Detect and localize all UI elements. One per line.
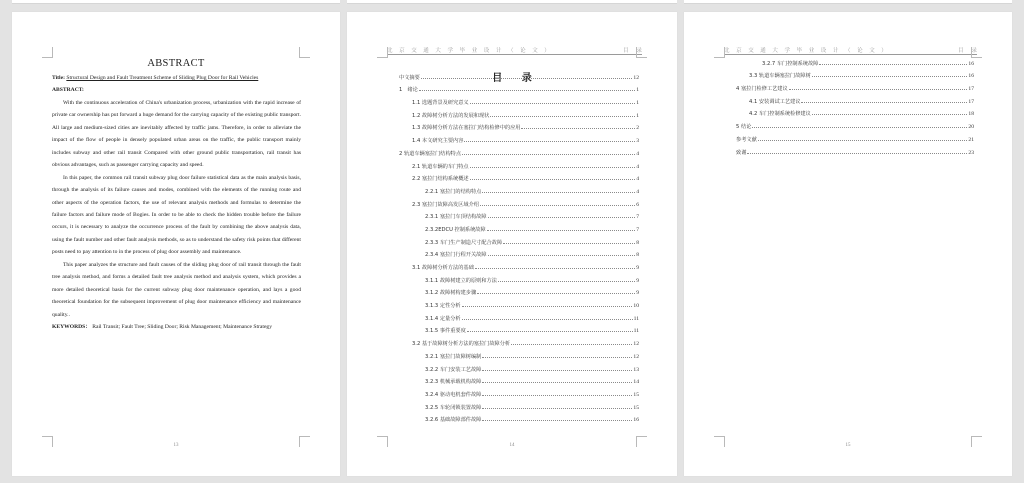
toc-entry-label: 2.3.1 塞拉门车顶结构故障 bbox=[425, 214, 487, 221]
toc-dot-leader bbox=[488, 217, 636, 218]
toc-dot-leader bbox=[482, 370, 632, 371]
page-number: 13 bbox=[173, 443, 179, 448]
page-toc-1[interactable] bbox=[347, 12, 677, 476]
toc-entry[interactable] bbox=[399, 373, 639, 386]
toc-dot-leader bbox=[419, 90, 635, 91]
toc-entry-page: 1 bbox=[636, 112, 639, 119]
toc-entry[interactable] bbox=[399, 106, 639, 119]
toc-entry[interactable] bbox=[736, 54, 974, 67]
toc-dot-leader bbox=[467, 331, 633, 332]
keywords-text: Rail Transit; Fault Tree; Sliding Door; Risk Management; Maintenance Strategy bbox=[92, 324, 273, 331]
thesis-title: Structural Design and Fault Treatment Scheme of Sliding Plug Door for Rail Vehicles bbox=[66, 75, 259, 81]
toc-entry-page: 12 bbox=[633, 74, 639, 81]
toc-entry[interactable] bbox=[399, 182, 639, 195]
toc-entry-label: 2.3.2EDCU 控制系统故障 bbox=[425, 226, 486, 233]
toc-entry-label: 1.2 故障树分析方法的发展和现状 bbox=[412, 112, 490, 119]
toc-dot-leader bbox=[480, 205, 635, 206]
toc-entry-page: 7 bbox=[636, 226, 639, 233]
toc-entry[interactable] bbox=[399, 170, 639, 183]
toc-entry[interactable] bbox=[399, 334, 639, 347]
header-university: 北京交通大学毕业设计（论文） bbox=[387, 48, 557, 54]
toc-dot-leader bbox=[487, 230, 636, 231]
toc-entry-page: 11 bbox=[633, 315, 639, 322]
toc-entry-page: 21 bbox=[968, 136, 974, 143]
toc-dot-leader bbox=[521, 128, 635, 129]
toc-entry[interactable] bbox=[399, 220, 639, 233]
toc-entry-label: 1.1 选题背景及研究意义 bbox=[412, 100, 469, 107]
toc-entry-page: 9 bbox=[636, 290, 639, 297]
toc-entry[interactable] bbox=[399, 258, 639, 271]
toc-dot-leader bbox=[812, 114, 968, 115]
toc-entry[interactable] bbox=[399, 81, 639, 94]
toc-entry-page: 10 bbox=[633, 303, 639, 310]
toc-dot-leader bbox=[421, 78, 633, 79]
toc-entry-page: 16 bbox=[968, 73, 974, 80]
toc-entry-page: 2 bbox=[636, 125, 639, 132]
toc-dot-leader bbox=[477, 293, 635, 294]
toc-dot-leader bbox=[819, 64, 967, 65]
page-number: 14 bbox=[509, 443, 515, 448]
toc-entry-page: 12 bbox=[633, 353, 639, 360]
toc-entry-page: 15 bbox=[633, 391, 639, 398]
toc-dot-leader bbox=[462, 319, 633, 320]
toc-entry-label: 2.2.1 塞拉门的结构特点 bbox=[425, 188, 482, 195]
toc-entry-label: 1 绪论 bbox=[399, 87, 418, 94]
toc-entry-page: 4 bbox=[636, 150, 639, 157]
toc-entry-page: 23 bbox=[968, 149, 974, 156]
toc-entry-label: 致谢 bbox=[736, 149, 747, 156]
margin-corner-mark bbox=[636, 47, 647, 58]
toc-entry[interactable] bbox=[399, 131, 639, 144]
toc-title: 目 录 bbox=[492, 73, 540, 84]
toc-entry-page: 4 bbox=[636, 188, 639, 195]
toc-dot-leader bbox=[812, 76, 968, 77]
toc-entry-label: 5 结论 bbox=[736, 124, 752, 131]
toc-entry-page: 13 bbox=[633, 366, 639, 373]
toc-dot-leader bbox=[482, 357, 632, 358]
toc-entry[interactable] bbox=[399, 119, 639, 132]
previous-page-edge bbox=[12, 0, 340, 4]
toc-dot-leader bbox=[470, 103, 636, 104]
toc-dot-leader bbox=[464, 141, 635, 142]
toc-entry-label: 中文摘要 bbox=[399, 74, 420, 81]
toc-dot-leader bbox=[482, 382, 632, 383]
toc-entry-page: 8 bbox=[636, 252, 639, 259]
toc-entry-label: 3.2.5 车轮闭锁装置故障 bbox=[425, 404, 482, 411]
toc-entry-page: 17 bbox=[968, 98, 974, 105]
toc-entry[interactable] bbox=[736, 67, 974, 80]
previous-page-edge bbox=[347, 0, 677, 4]
toc-entry[interactable] bbox=[736, 79, 974, 92]
toc-entry[interactable] bbox=[399, 271, 639, 284]
toc-entry-label: 3.1.1 故障树建立的原则和方法 bbox=[425, 277, 497, 284]
toc-entry-label: 2 轨道车辆塞拉门结构特点 bbox=[399, 150, 462, 157]
toc-entry[interactable] bbox=[399, 208, 639, 221]
toc-entry-label: 3.3 轨道车辆塞拉门故障树 bbox=[749, 73, 811, 80]
toc-entry-label: 2.1 轨道车辆的车门特点 bbox=[412, 163, 469, 170]
toc-entry-label: 3.2.3 机械承载机构故障 bbox=[425, 379, 482, 386]
toc-entry[interactable] bbox=[399, 246, 639, 259]
page-header bbox=[387, 45, 650, 55]
toc-dot-leader bbox=[470, 167, 636, 168]
toc-dot-leader bbox=[747, 153, 967, 154]
title-line bbox=[52, 72, 301, 84]
toc-entry-page: 12 bbox=[633, 341, 639, 348]
toc-entry-label: 4.2 车门控制系统检修建议 bbox=[749, 111, 811, 118]
keywords-line bbox=[52, 321, 301, 333]
toc-entry-page: 4 bbox=[636, 176, 639, 183]
abstract-section-label: ABSTRACT: bbox=[52, 87, 84, 94]
toc-entry[interactable] bbox=[736, 105, 974, 118]
toc-entry-label: 2.3.4 塞拉门行程开关故障 bbox=[425, 252, 487, 259]
toc-entry-page: 6 bbox=[636, 201, 639, 208]
toc-dot-leader bbox=[488, 255, 636, 256]
margin-corner-mark bbox=[377, 47, 388, 58]
keywords-label: KEYWORDS： bbox=[52, 324, 91, 331]
toc-entry-page: 9 bbox=[636, 277, 639, 284]
abstract-body[interactable] bbox=[52, 72, 301, 334]
toc-entry-page: 17 bbox=[968, 86, 974, 93]
previous-page-edge bbox=[684, 0, 1012, 4]
toc-dot-leader bbox=[482, 420, 632, 421]
toc-dot-leader bbox=[801, 102, 967, 103]
toc-dot-leader bbox=[758, 140, 968, 141]
toc-entry-label: 参考文献 bbox=[736, 136, 757, 143]
toc-entry-page: 20 bbox=[968, 124, 974, 131]
toc-dot-leader bbox=[482, 192, 635, 193]
toc-entry-label: 3.1 故障树分析方法的基础 bbox=[412, 265, 474, 271]
abstract-heading: ABSTRACT bbox=[147, 58, 205, 69]
toc-entry[interactable] bbox=[736, 143, 974, 156]
toc-entry-label: 3.2.2 车门安装工艺故障 bbox=[425, 366, 482, 373]
toc-entry[interactable] bbox=[399, 385, 639, 398]
toc-entry-label: 3.1.2 故障树构建步骤 bbox=[425, 290, 477, 297]
toc-entry-page: 9 bbox=[636, 265, 639, 271]
toc-entry[interactable] bbox=[399, 93, 639, 106]
toc-entry-label: 3.2 基于故障树分析方法的塞拉门故障分析 bbox=[412, 341, 511, 348]
margin-corner-mark bbox=[714, 47, 725, 58]
toc-entry[interactable] bbox=[736, 130, 974, 143]
toc-entry-page: 14 bbox=[633, 379, 639, 386]
toc-entry-page: 1 bbox=[636, 100, 639, 107]
toc-entry-label: 2.3 塞拉门故障高发区域介绍 bbox=[412, 201, 479, 208]
margin-corner-mark bbox=[299, 47, 310, 58]
toc-entry-label: 3.2.7 车门控制系统故障 bbox=[762, 60, 819, 67]
toc-entry-label: 3.2.1 塞拉门故障树编制 bbox=[425, 353, 482, 360]
toc-entry[interactable] bbox=[399, 347, 639, 360]
toc-entry[interactable] bbox=[399, 322, 639, 335]
toc-dot-leader bbox=[475, 268, 635, 269]
page-abstract[interactable] bbox=[12, 12, 340, 476]
page-number: 15 bbox=[845, 443, 851, 448]
toc-dot-leader bbox=[470, 179, 636, 180]
toc-entry-label: 2.3.3 车门生产制造尺寸配合故障 bbox=[425, 239, 503, 246]
header-university: 北京交通大学毕业设计（论文） bbox=[724, 48, 894, 54]
toc-entry[interactable] bbox=[399, 284, 639, 297]
toc-entry[interactable] bbox=[399, 309, 639, 322]
toc-dot-leader bbox=[498, 281, 635, 282]
toc-entry-page: 3 bbox=[636, 138, 639, 145]
toc-entry-label: 1.3 故障树分析方法在塞拉门结构检修中的应用 bbox=[412, 125, 521, 132]
abstract-paragraph-1: With the continuous acceleration of China's urbanization process, urbanization with the rapid increase of private car ownership has put forward a huge demand for the carrying capacity of the existing public transport. All large and medium-sized cities are inevitably affected by traffic jams. Therefore, in order to alleviate the impact of the flow of people in densely populated urban areas on the traffic, the public transport mainly includes subway and other rail transit Compared with other ground public transportation, rail transit has obvious advantages, such as passenger carrying capacity and speed. bbox=[52, 99, 301, 169]
abstract-paragraph-2: In this paper, the common rail transit subway plug door failure statistical data as the main analysis basis, through the analysis of its failure causes and modes, combined with the elements of the running route and other aspects of the operation factors, the use of relevant analysis methods and formulas to determine the failure factors and failure mode of Bogies. In order to be able to check the hidden trouble before the failure occurs, it is necessary to analyze the occurrence process of the fault by combining the above analysis data, using the fault number and other fault analysis methods, so as to understand the safety risk points that different posts need to pay attention to in the process of plug door assembly and maintenance. bbox=[52, 174, 301, 256]
toc-entry[interactable] bbox=[399, 144, 639, 157]
toc-entry-label: 3.1.5 事件重要度 bbox=[425, 328, 466, 335]
toc-dot-leader bbox=[490, 116, 635, 117]
table-of-contents bbox=[399, 68, 639, 423]
toc-entry[interactable] bbox=[399, 360, 639, 373]
toc-entry-label: 4 塞拉门检修工艺建议 bbox=[736, 86, 788, 93]
toc-entry-page: 7 bbox=[636, 214, 639, 221]
toc-entry-label: 1.4 本文研究主要内容 bbox=[412, 138, 464, 145]
toc-entry-label: 4.1 安装调试工艺建议 bbox=[749, 98, 801, 105]
toc-entry-label: 3.2.6 基础故障部件故障 bbox=[425, 417, 482, 424]
toc-entry[interactable] bbox=[399, 195, 639, 208]
toc-entry-label: 3.2.4 驱动电机套件故障 bbox=[425, 391, 482, 398]
toc-entry-page: 16 bbox=[968, 60, 974, 67]
toc-entry[interactable] bbox=[399, 296, 639, 309]
toc-dot-leader bbox=[462, 306, 633, 307]
toc-entry[interactable] bbox=[399, 233, 639, 246]
toc-entry[interactable] bbox=[399, 411, 639, 424]
toc-entry-page: 15 bbox=[633, 404, 639, 411]
title-label: Title: bbox=[52, 75, 65, 81]
toc-entry[interactable] bbox=[736, 92, 974, 105]
toc-dot-leader bbox=[511, 344, 632, 345]
table-of-contents-continued bbox=[736, 54, 974, 156]
toc-entry[interactable] bbox=[736, 117, 974, 130]
toc-entry-label: 2.2 塞拉门结构系统概述 bbox=[412, 176, 469, 183]
toc-entry-page: 4 bbox=[636, 163, 639, 170]
toc-entry[interactable] bbox=[399, 68, 639, 81]
toc-dot-leader bbox=[752, 127, 967, 128]
toc-entry[interactable] bbox=[399, 398, 639, 411]
header-section: 目录 bbox=[957, 48, 985, 54]
toc-entry-label: 3.1.3 定性分析 bbox=[425, 303, 461, 310]
toc-entry-page: 11 bbox=[633, 328, 639, 335]
toc-entry-page: 1 bbox=[636, 87, 639, 94]
toc-entry[interactable] bbox=[399, 157, 639, 170]
page-toc-2[interactable] bbox=[684, 12, 1012, 476]
toc-dot-leader bbox=[482, 408, 632, 409]
toc-dot-leader bbox=[462, 154, 635, 155]
toc-dot-leader bbox=[503, 243, 635, 244]
toc-dot-leader bbox=[482, 395, 632, 396]
toc-entry-label: 3.1.4 定量分析 bbox=[425, 315, 461, 322]
toc-entry-page: 18 bbox=[968, 111, 974, 118]
margin-corner-mark bbox=[42, 47, 53, 58]
header-section: 目录 bbox=[622, 48, 650, 54]
toc-entry-page: 16 bbox=[633, 417, 639, 424]
abstract-paragraph-3: This paper analyzes the structure and fault causes of the sliding plug door of rail transit through the fault tree analysis method, and forms a detailed fault tree analysis method and analysis system, which provides a more detailed theoretical basis for the current subway plug door maintenance operation, and lays a good theoretical foundation for the subsequent improvement of plug door maintenance efficiency and maintenance quality.. bbox=[52, 261, 301, 318]
toc-entry-page: 8 bbox=[636, 239, 639, 246]
toc-dot-leader bbox=[789, 89, 968, 90]
